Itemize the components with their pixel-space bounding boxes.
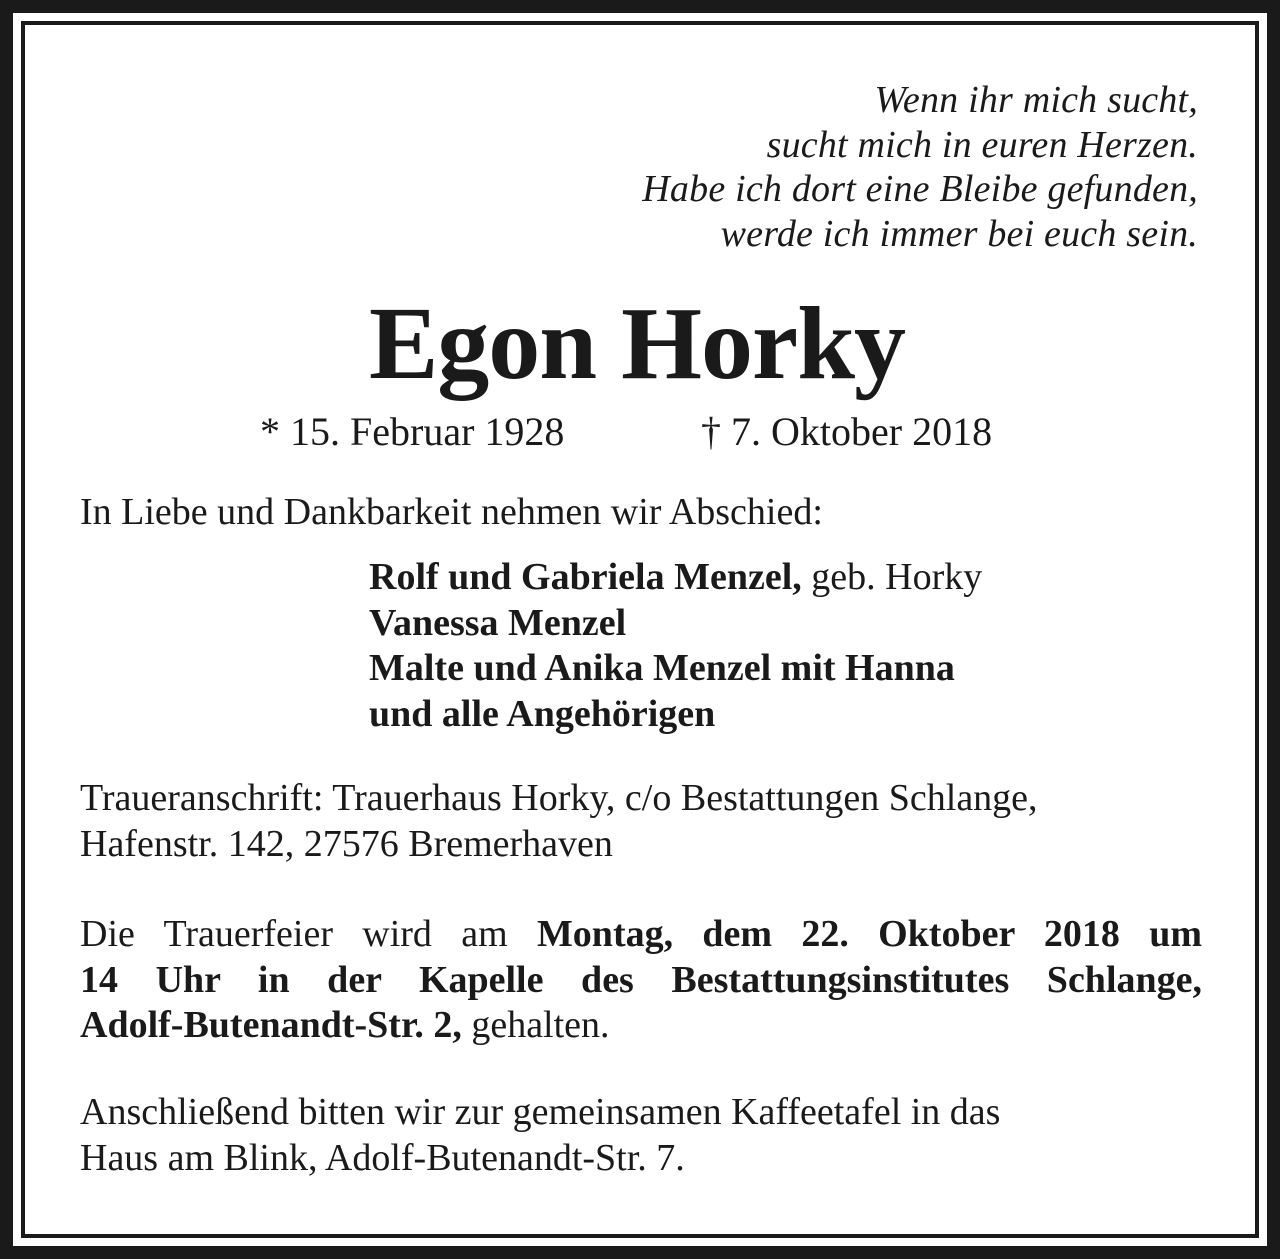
coffee-line: Anschließend bitten wir zur gemeinsamen Kaffeetafel in das bbox=[80, 1091, 1001, 1133]
funeral-street: Adolf-Butenandt-Str. 2, bbox=[80, 1004, 462, 1046]
address-line: Hafenstr. 142, 27576 Bremerhaven bbox=[80, 822, 613, 865]
address-line: Traueranschrift: Trauerhaus Horky, c/o Bestattungen Schlange, bbox=[80, 777, 1038, 819]
deceased-name: Egon Horky bbox=[368, 286, 906, 401]
death-date: † 7. Oktober 2018 bbox=[701, 409, 993, 454]
motto-line: sucht mich in euren Herzen. bbox=[766, 123, 1198, 166]
deceased-name-heading bbox=[0, 288, 1280, 400]
motto-line: Habe ich dort eine Bleibe gefunden, bbox=[642, 168, 1198, 210]
mourner-line: Vanessa Menzel bbox=[369, 601, 627, 644]
coffee-reception-info bbox=[80, 1090, 1202, 1181]
motto-line: Wenn ihr mich sucht, bbox=[874, 79, 1198, 121]
farewell-intro: In Liebe und Dankbarkeit nehmen wir Abschied: bbox=[80, 491, 823, 533]
mourner-line bbox=[369, 555, 982, 601]
funeral-date: Montag, dem 22. Oktober 2018 um bbox=[536, 913, 1203, 955]
funeral-location: 14 Uhr in der Kapelle des Bestattungsinstitutes Schlange, bbox=[80, 958, 1202, 1001]
birth-date: * 15. Februar 1928 bbox=[260, 409, 565, 454]
funeral-line bbox=[80, 912, 1202, 958]
mourner-line: Malte und Anika Menzel mit Hanna bbox=[369, 647, 955, 689]
funeral-closing: gehalten. bbox=[461, 1004, 610, 1046]
mourner-names: Rolf und Gabriela Menzel, bbox=[369, 556, 802, 598]
funeral-service-info bbox=[80, 912, 1202, 1049]
mourners-list bbox=[369, 555, 982, 737]
funeral-line bbox=[80, 1003, 1202, 1049]
mourning-address bbox=[80, 776, 1202, 867]
mourner-note: geb. Horky bbox=[801, 556, 983, 598]
funeral-intro-text: Die Trauerfeier wird am bbox=[80, 913, 537, 955]
mourner-line: und alle Angehörigen bbox=[369, 692, 716, 735]
motto-verse bbox=[642, 78, 1198, 256]
coffee-line: Haus am Blink, Adolf-Butenandt-Str. 7. bbox=[80, 1136, 685, 1179]
motto-line: werde ich immer bei euch sein. bbox=[720, 212, 1198, 255]
